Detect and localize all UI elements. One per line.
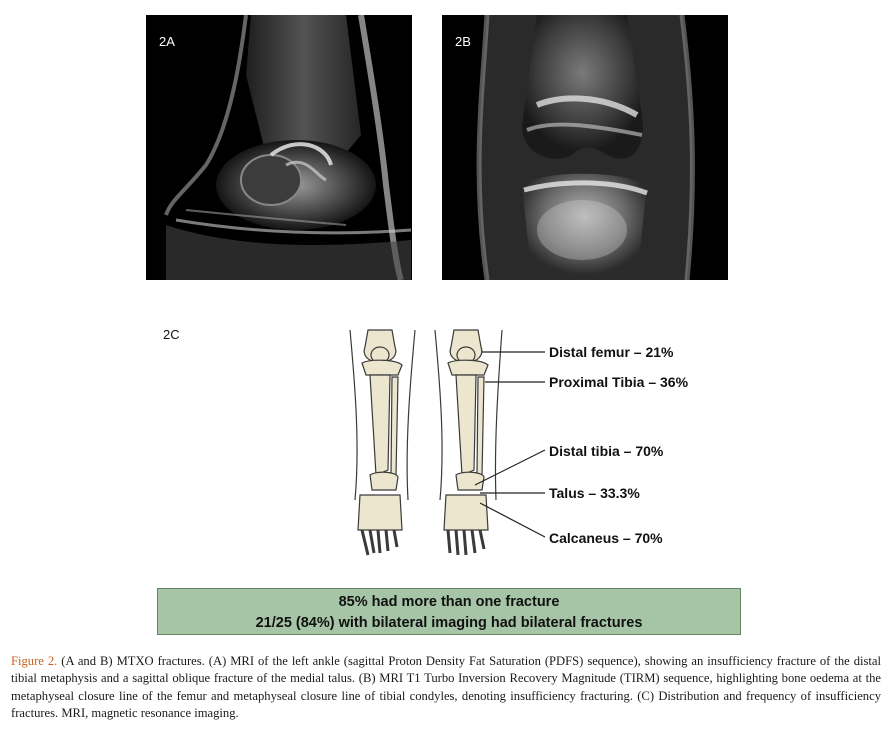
mri-ankle-image — [146, 15, 412, 280]
figure-caption-text: (A and B) MTXO fractures. (A) MRI of the left ankle (sagittal Proton Density Fat Saturation (PDFS) sequence), showing an insufficiency fracture of the distal tibial metaphysis and a sagittal oblique fracture of the medial talus. (B) MRI T1 Turbo Inversion Recovery Magnitude (TIRM) sequence, highlighting bone oedema at the metaphyseal closure line of the femur and metaphyseal closure line of tibial condyles, denoting insufficiency fracturing. (C) Distribution and frequency of insufficiency fractures. MRI, magnetic resonance imaging. — [11, 654, 881, 721]
right-leg-bones — [435, 330, 502, 555]
summary-box — [157, 588, 741, 635]
panel-label-2c: 2C — [163, 327, 180, 342]
panel-label-2a: 2A — [159, 34, 175, 49]
mri-image-2b — [442, 15, 728, 280]
callout-calcaneus: Calcaneus – 70% — [549, 530, 663, 546]
panel-label-2b: 2B — [455, 34, 471, 49]
figure-caption-label: Figure 2. — [11, 654, 58, 668]
summary-line-2: 21/25 (84%) with bilateral imaging had bilateral fractures — [255, 615, 643, 631]
leader-line-distal-tibia — [475, 450, 545, 485]
left-leg-bones — [350, 330, 415, 555]
callout-distal-femur: Distal femur – 21% — [549, 344, 674, 360]
mri-image-2a — [146, 15, 412, 280]
callout-proximal-tibia: Proximal Tibia – 36% — [549, 374, 689, 390]
mri-knee-image — [442, 15, 728, 280]
callout-talus: Talus – 33.3% — [549, 485, 640, 501]
summary-line-1: 85% had more than one fracture — [338, 594, 560, 610]
figure-caption — [11, 653, 881, 723]
callout-distal-tibia: Distal tibia – 70% — [549, 443, 664, 459]
leader-line-calcaneus — [480, 503, 545, 537]
